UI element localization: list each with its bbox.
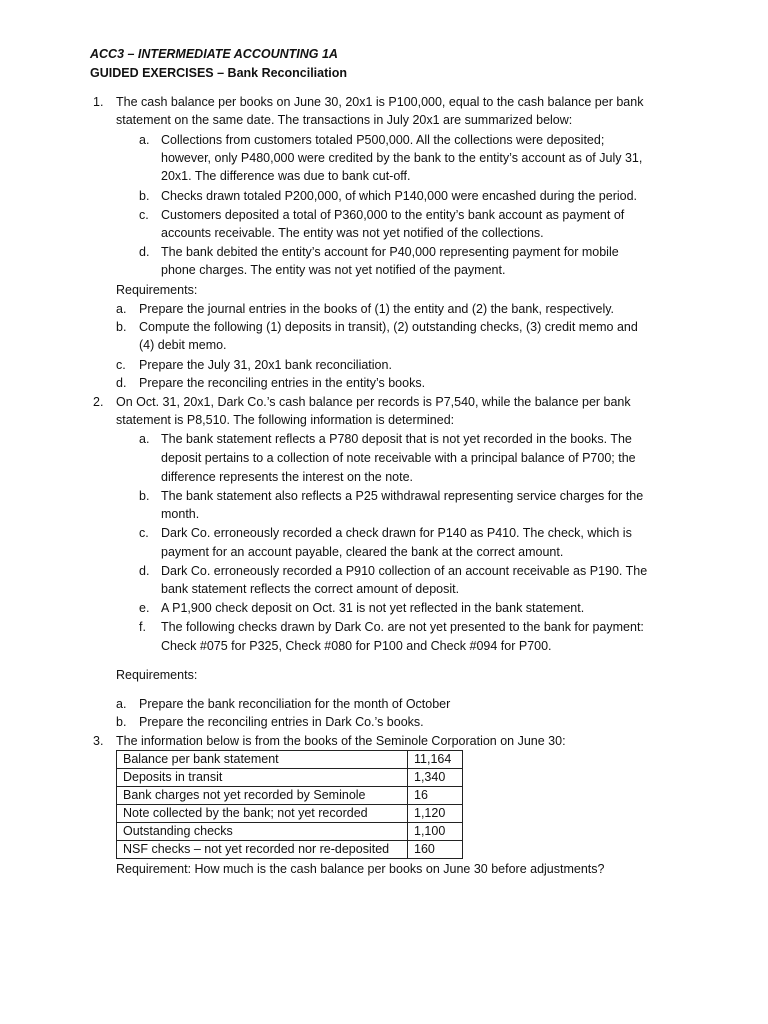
q2-item-label: d. xyxy=(139,564,150,578)
q2-item-label: b. xyxy=(139,489,150,503)
q1-req-label: b. xyxy=(116,320,127,334)
document-title: ACC3 – INTERMEDIATE ACCOUNTING 1A xyxy=(90,47,338,61)
q1-req-text: Prepare the journal entries in the books of (1) the entity and (2) the bank, respectively. xyxy=(139,302,615,316)
q1-item-label: b. xyxy=(139,189,150,203)
q1-item-text: The bank debited the entity’s account for P40,000 representing payment for mobile xyxy=(161,245,619,259)
q2-item-text: The following checks drawn by Dark Co. are not yet presented to the bank for payment: xyxy=(161,620,644,634)
q2-item-text: Dark Co. erroneously recorded a check drawn for P140 as P410. The check, which is xyxy=(161,526,632,540)
q3-requirement: Requirement: How much is the cash balance per books on June 30 before adjustments? xyxy=(116,862,605,876)
q1-text-line: The cash balance per books on June 30, 20x1 is P100,000, equal to the cash balance per bank xyxy=(116,95,644,109)
q2-item-text: bank statement reflects the correct amount of deposit. xyxy=(161,582,460,596)
q2-requirements-label: Requirements: xyxy=(116,668,198,682)
q2-item-text: The bank statement also reflects a P25 withdrawal representing service charges for the xyxy=(161,489,644,503)
q1-req-label: a. xyxy=(116,302,127,316)
q1-number: 1. xyxy=(93,95,104,109)
q1-requirements-label: Requirements: xyxy=(116,283,198,297)
table-cell-label: Bank charges not yet recorded by Seminole xyxy=(117,787,408,805)
q1-req-label: c. xyxy=(116,358,126,372)
table-row xyxy=(117,769,463,787)
q2-item-label: e. xyxy=(139,601,150,615)
table-row xyxy=(117,823,463,841)
table-cell-label: Balance per bank statement xyxy=(117,751,408,769)
q2-item-label: c. xyxy=(139,526,149,540)
table-cell-value: 1,100 xyxy=(408,823,463,841)
q1-item-text: phone charges. The entity was not yet notified of the payment. xyxy=(161,263,506,277)
q2-req-label: a. xyxy=(116,697,127,711)
table-cell-value: 11,164 xyxy=(408,751,463,769)
q2-item-text: payment for an account payable, cleared the bank at the correct amount. xyxy=(161,545,564,559)
q1-item-text: accounts receivable. The entity was not yet notified of the collections. xyxy=(161,226,544,240)
q2-item-label: a. xyxy=(139,432,150,446)
q1-req-text: Compute the following (1) deposits in transit), (2) outstanding checks, (3) credit memo and xyxy=(139,320,638,334)
q2-item-text: month. xyxy=(161,507,200,521)
q2-item-text: The bank statement reflects a P780 deposit that is not yet recorded in the books. The xyxy=(161,432,632,446)
table-cell-label: Outstanding checks xyxy=(117,823,408,841)
q1-item-label: c. xyxy=(139,208,149,222)
q1-req-label: d. xyxy=(116,376,127,390)
q2-text-line: On Oct. 31, 20x1, Dark Co.’s cash balance per records is P7,540, while the balance per bank xyxy=(116,395,631,409)
q2-item-text: deposit pertains to a collection of note receivable with a principal balance of P700; the xyxy=(161,451,636,465)
q2-req-text: Prepare the reconciling entries in Dark Co.’s books. xyxy=(139,715,424,729)
q1-text-line: statement on the same date. The transactions in July 20x1 are summarized below: xyxy=(116,113,573,127)
q2-req-label: b. xyxy=(116,715,127,729)
table-row xyxy=(117,751,463,769)
q1-req-text: (4) debit memo. xyxy=(139,338,227,352)
q1-item-label: d. xyxy=(139,245,150,259)
table-cell-value: 16 xyxy=(408,787,463,805)
q1-item-text: however, only P480,000 were credited by the bank to the entity’s account as of July 31, xyxy=(161,151,643,165)
table-row xyxy=(117,841,463,859)
table-row xyxy=(117,787,463,805)
q2-text-line: statement is P8,510. The following information is determined: xyxy=(116,413,455,427)
table-row xyxy=(117,805,463,823)
table-cell-value: 1,340 xyxy=(408,769,463,787)
q2-item-text: difference represents the interest on the note. xyxy=(161,470,414,484)
table-cell-label: Deposits in transit xyxy=(117,769,408,787)
q2-item-text: Check #075 for P325, Check #080 for P100 and Check #094 for P700. xyxy=(161,639,552,653)
document-subtitle: GUIDED EXERCISES – Bank Reconciliation xyxy=(90,66,348,80)
q1-item-text: Customers deposited a total of P360,000 to the entity’s bank account as payment of xyxy=(161,208,625,222)
q1-item-label: a. xyxy=(139,133,150,147)
table-cell-value: 160 xyxy=(408,841,463,859)
q3-intro: The information below is from the books of the Seminole Corporation on June 30: xyxy=(116,734,566,748)
q1-req-text: Prepare the July 31, 20x1 bank reconciliation. xyxy=(139,358,392,372)
q2-number: 2. xyxy=(93,395,104,409)
q1-item-text: Checks drawn totaled P200,000, of which P140,000 were encashed during the period. xyxy=(161,189,638,203)
q2-item-text: Dark Co. erroneously recorded a P910 collection of an account receivable as P190. The xyxy=(161,564,648,578)
q2-req-text: Prepare the bank reconciliation for the month of October xyxy=(139,697,451,711)
q1-item-text: 20x1. The difference was due to bank cut-off. xyxy=(161,169,411,183)
q2-item-label: f. xyxy=(139,620,146,634)
q2-item-text: A P1,900 check deposit on Oct. 31 is not yet reflected in the bank statement. xyxy=(161,601,585,615)
table-cell-label: Note collected by the bank; not yet recorded xyxy=(117,805,408,823)
table-cell-label: NSF checks – not yet recorded nor re-deposited xyxy=(117,841,408,859)
q1-item-text: Collections from customers totaled P500,000. All the collections were deposited; xyxy=(161,133,605,147)
q3-number: 3. xyxy=(93,734,104,748)
seminole-data-table xyxy=(116,750,463,859)
table-cell-value: 1,120 xyxy=(408,805,463,823)
q1-req-text: Prepare the reconciling entries in the entity’s books. xyxy=(139,376,426,390)
